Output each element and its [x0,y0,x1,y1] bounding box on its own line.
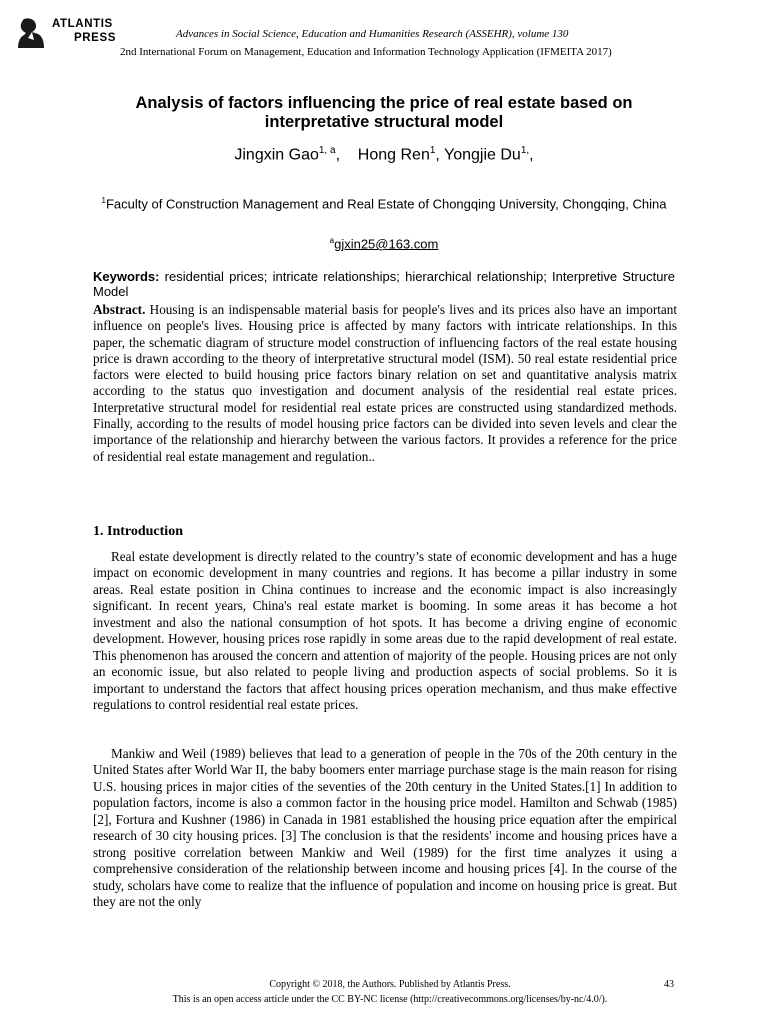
affiliation [93,193,675,212]
thinker-logo-icon [14,16,48,50]
author-sup: 1 [429,145,436,156]
author-name: Hong Ren [357,146,430,164]
affiliation-sup: 1 [101,196,106,205]
logo-text-press: PRESS [74,32,116,44]
publisher-logo [14,14,124,54]
abstract-label: Abstract. [93,302,146,317]
abstract-text: Housing is an indispensable material basis for people's lives and its prices also have an important influence on people's lives. Housing price is affected by many factors with intricate relationships. In this paper, the schematic diagram of structure model construction of influencing factors of the real estate housing price is drawn according to the theory of interpretative structural model (ISM). 50 real estate residential price factors were elected to build housing price factors binary relation on set and quantitative analysis matrix according to the status quo investigation and document analysis of the residential real estate prices. Interpretative structural model for residential real estate prices are constructed using standardized methods. Finally, according to the results of model housing price factors can be divided into seven levels and clear the importance of the relationship and hierarchy between the various factors. It provides a reference for the price of residential real estate management and regulation.. [93,302,678,464]
author-list: Jingxin Gao$^{1, a}$, Hong Ren$^1$, Yongjie $Du^{1,}$, [234,145,534,164]
title-line-2: interpretative structural model [264,113,504,131]
body-paragraph: Real estate development is directly related to the country’s state of economic development and has a huge impact on economic development in many countries and regions. It has become a pillar industry in some areas. Real estate position in China continues to increase and the economic impact is also increasingly significant. In recent years, China's real estate market is booming. In some areas it has become a hot investment and also the national consumption of hot spots. It has become a driving engine of economic development. However, housing prices rose rapidly in some areas due to the rapid development of real estate. This phenomenon has aroused the concern and attention of majority of the people. Housing prices are not only an economic issue, but also related to people living and production aspects of social problems. So it is important to understand the factors that affect housing prices operation mechanism, and thus make effective regulations to control residential real estate prices. [93,549,677,713]
affiliation-text: Faculty of Construction Management and Real Estate of Chongqing University, Chongqing, China [105,196,667,212]
author-name: Jingxin Gao [234,146,319,164]
keywords [93,269,675,299]
copyright-notice: Copyright © 2018, the Authors. Published by Atlantis Press. [269,979,511,990]
email-link[interactable]: gjxin25@163.com [334,236,439,252]
author-sup: 1, [520,145,530,156]
body-paragraph: Mankiw and Weil (1989) believes that lead to a generation of people in the 70s of the 20th century in the United States after World War II, the baby boomers enter marriage purchase stage is the main reason for rising U.S. housing prices in major cities of the seventies of the 20th century in the United States.[1] In addition to population factors, income is also a common factor in the housing price model. Hamilton and Schwab (1985)[2], Fortura and Kushner (1986) in Canada in 1981 established the housing price equation after the empirical research of 30 city housing prices. [3] The conclusion is that the residents' income and housing prices have a strong positive correlation between Mankiw and Weil (1989) for the first time analyzes it using a comprehensive consideration of the relationship between income and housing prices [4]. In the course of the study, scholars have come to realize that the influence of population and income on housing price is great. But they are not the only [93,746,677,910]
conference-name: 2nd International Forum on Management, Education and Information Technology Application (IFMEITA 2017) [120,46,612,58]
author-email [93,233,675,252]
title-line-1: Analysis of factors influencing the price of real estate based on [135,94,633,112]
author-name: Yongjie Du [444,146,521,164]
author-sup: 1, a [318,145,336,156]
paper-title [93,94,675,132]
journal-name: Advances in Social Science, Education and Humanities Research (ASSEHR), volume 130 [176,28,569,40]
keywords-text: residential prices; intricate relationships; hierarchical relationship; Interpretive Structure Model [93,269,675,299]
abstract [93,302,677,465]
license-notice: This is an open access article under the CC BY-NC license (http://creativecommons.org/licenses/by-nc/4.0/). [172,994,608,1005]
section-heading-introduction: 1. Introduction [93,524,183,539]
page-number: 43 [664,979,674,990]
email-sup: a [329,236,335,245]
keywords-label: Keywords: [93,269,160,284]
logo-text-atlantis: ATLANTIS [52,18,113,30]
